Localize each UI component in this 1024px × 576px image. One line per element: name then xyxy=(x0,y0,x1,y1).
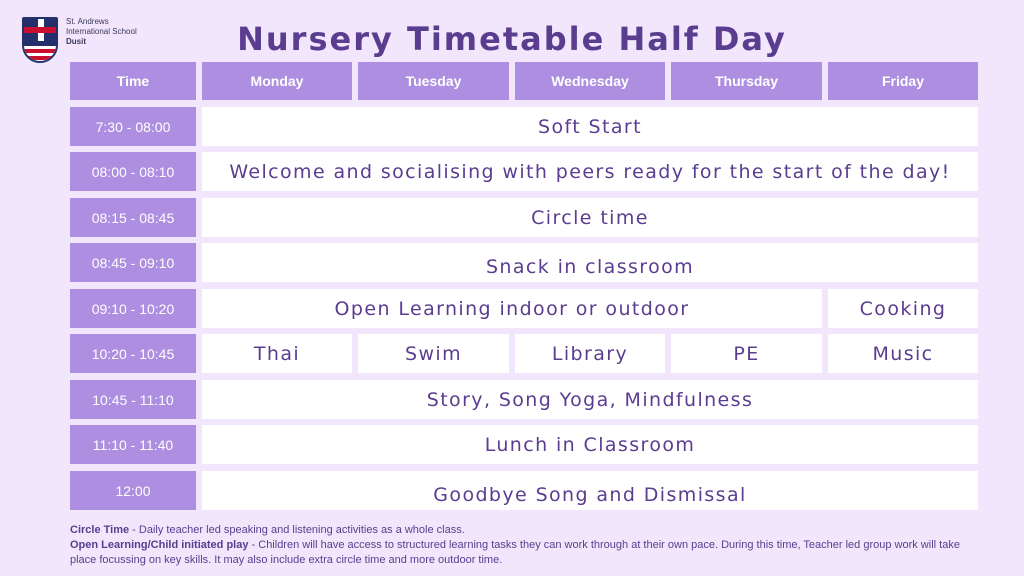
activity-swim: Swim xyxy=(358,334,509,373)
activity-pe: PE xyxy=(671,334,822,373)
activity-circle-time: Circle time xyxy=(202,198,978,237)
activity-thai: Thai xyxy=(202,334,352,373)
activity-lunch: Lunch in Classroom xyxy=(202,425,978,464)
activity-library: Library xyxy=(515,334,665,373)
activity-goodbye: Goodbye Song and Dismissal xyxy=(202,471,978,510)
school-name-line2: International School xyxy=(66,27,137,36)
note-term: Open Learning/Child initiated play xyxy=(70,539,249,551)
note-term: Circle Time xyxy=(70,524,130,536)
activity-story-yoga: Story, Song Yoga, Mindfulness xyxy=(202,380,978,419)
footnotes xyxy=(70,523,982,568)
note-open-learning xyxy=(70,538,982,568)
header-monday: Monday xyxy=(202,62,352,100)
time-slot-2: 08:00 - 08:10 xyxy=(70,152,196,191)
page-title: Nursery Timetable Half Day xyxy=(237,20,787,58)
time-slot-7: 10:45 - 11:10 xyxy=(70,380,196,419)
time-slot-4: 08:45 - 09:10 xyxy=(70,243,196,282)
note-text: - Daily teacher led speaking and listening activities as a whole class. xyxy=(129,524,465,536)
activity-open-learning: Open Learning indoor or outdoor xyxy=(202,289,822,328)
header-wednesday: Wednesday xyxy=(515,62,665,100)
header-friday: Friday xyxy=(828,62,978,100)
activity-cooking: Cooking xyxy=(828,289,978,328)
time-slot-1: 7:30 - 08:00 xyxy=(70,107,196,146)
activity-snack: Snack in classroom xyxy=(202,243,978,282)
time-slot-5: 09:10 - 10:20 xyxy=(70,289,196,328)
school-name-line1: St. Andrews xyxy=(66,17,109,26)
time-slot-3: 08:15 - 08:45 xyxy=(70,198,196,237)
header-time: Time xyxy=(70,62,196,100)
school-name-line3: Dusit xyxy=(66,37,86,46)
note-text: - Children will have access to structured learning tasks they can work through at their own pace. During this time, Teacher led group work will take place focussing on key skills. It may also include extra circle time and more outdoor time. xyxy=(70,539,960,566)
time-slot-6: 10:20 - 10:45 xyxy=(70,334,196,373)
activity-welcome: Welcome and socialising with peers ready for the start of the day! xyxy=(202,152,978,191)
note-circle-time xyxy=(70,523,982,538)
time-slot-8: 11:10 - 11:40 xyxy=(70,425,196,464)
activity-music: Music xyxy=(828,334,978,373)
activity-soft-start: Soft Start xyxy=(202,107,978,146)
header-tuesday: Tuesday xyxy=(358,62,509,100)
time-slot-9: 12:00 xyxy=(70,471,196,510)
header-thursday: Thursday xyxy=(671,62,822,100)
